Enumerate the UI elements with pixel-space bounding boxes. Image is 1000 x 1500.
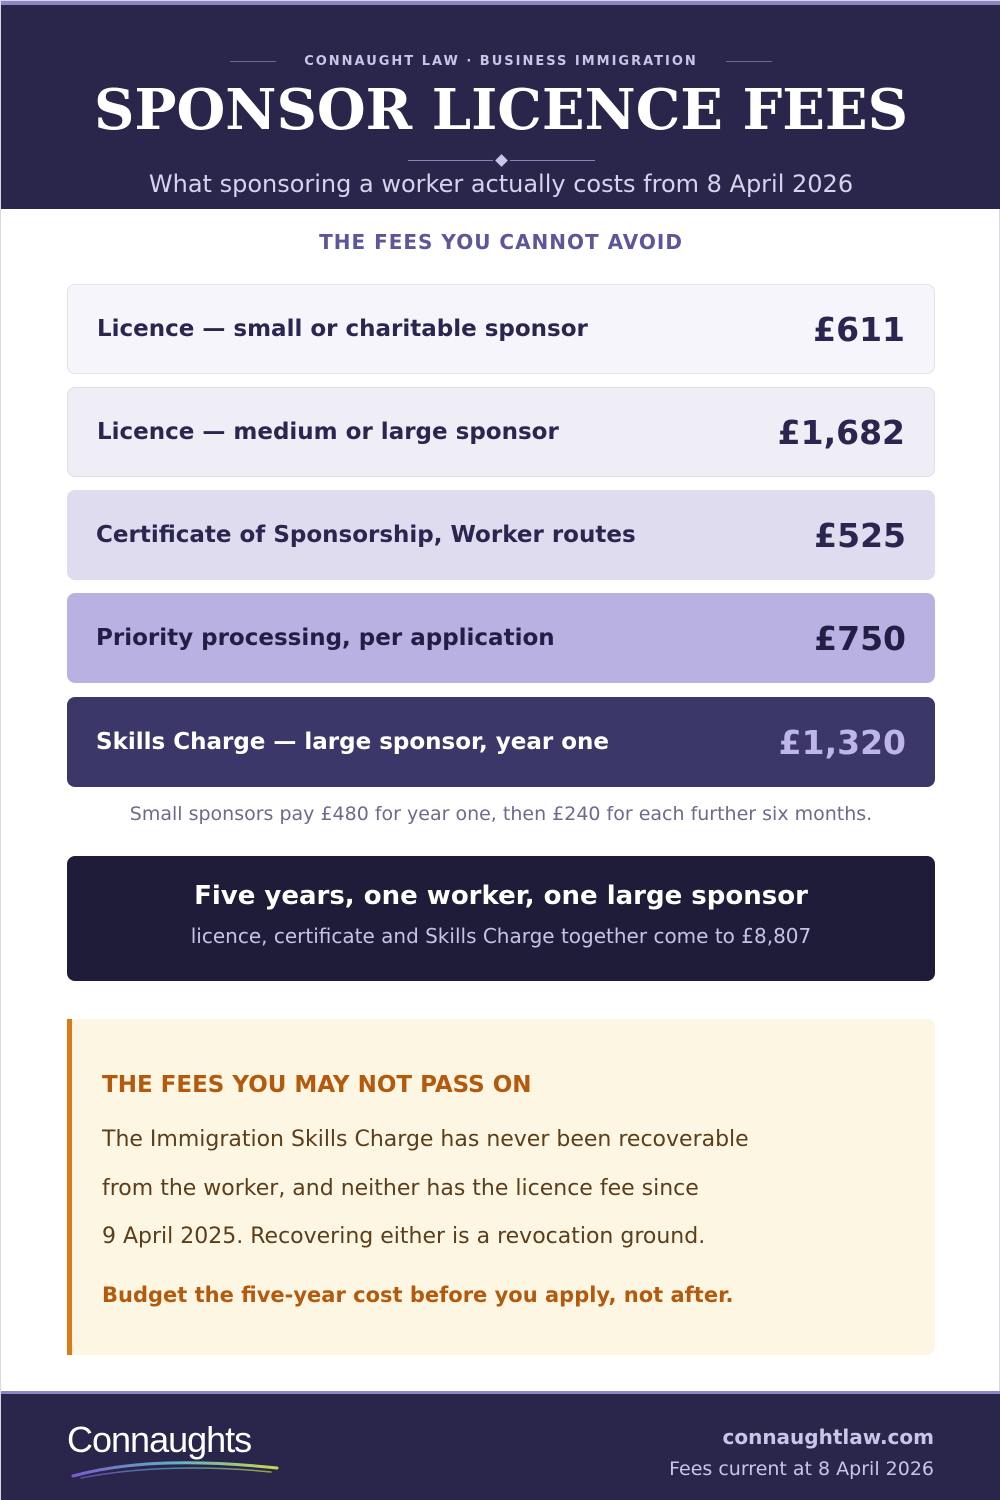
fee-row-certificate [67, 490, 935, 580]
warning-text-line: The Immigration Skills Charge has never been recoverable [102, 1127, 749, 1152]
fee-label: Skills Charge — large sponsor, year one [96, 729, 609, 755]
fee-amount: £1,320 [778, 722, 906, 762]
header-banner [1, 1, 1000, 209]
fee-row-skills-charge [67, 697, 935, 787]
fee-label: Certificate of Sponsorship, Worker routes [96, 522, 636, 548]
kicker-row [1, 49, 1000, 73]
logo-swoosh-icon [71, 1458, 281, 1480]
warning-text-line: 9 April 2025. Recovering either is a revocation ground. [102, 1224, 706, 1249]
logo-wordmark: Connaughts [67, 1419, 252, 1460]
fee-label: Licence — medium or large sponsor [97, 419, 559, 445]
small-sponsor-note: Small sponsors pay £480 for year one, then £240 for each further six months. [129, 803, 873, 825]
kicker-text: CONNAUGHT LAW · BUSINESS IMMIGRATION [304, 53, 698, 69]
divider-line-left [408, 160, 493, 161]
divider-line-right [510, 160, 595, 161]
section-heading-fees: THE FEES YOU CANNOT AVOID [319, 230, 683, 254]
fee-row-small-licence [67, 284, 935, 374]
fee-amount: £525 [814, 515, 906, 555]
kicker-divider-right [726, 61, 772, 62]
summary-title: Five years, one worker, one large sponsor [194, 881, 808, 911]
summary-subtitle: licence, certificate and Skills Charge together come to £8,807 [190, 924, 812, 948]
kicker-divider-left [230, 61, 276, 62]
fee-amount: £611 [813, 309, 905, 349]
website-link[interactable]: connaughtlaw.com [722, 1425, 934, 1449]
fees-date-note: Fees current at 8 April 2026 [669, 1458, 934, 1480]
five-year-summary [67, 856, 935, 981]
fee-row-priority [67, 593, 935, 683]
fee-amount: £750 [814, 618, 906, 658]
page-title: SPONSOR LICENCE FEES [93, 77, 909, 143]
fee-label: Priority processing, per application [96, 625, 555, 651]
page-subtitle: What sponsoring a worker actually costs from 8 April 2026 [148, 170, 854, 198]
warning-title: THE FEES YOU MAY NOT PASS ON [102, 1072, 532, 1098]
warning-emphasis: Budget the five-year cost before you apply, not after. [102, 1283, 734, 1307]
warning-callout [67, 1019, 935, 1355]
warning-text-line: from the worker, and neither has the licence fee since [102, 1176, 699, 1201]
fee-amount: £1,682 [777, 412, 905, 452]
connaughts-logo [67, 1418, 287, 1488]
fee-row-large-licence [67, 387, 935, 477]
diamond-icon [495, 154, 508, 167]
title-divider [1, 153, 1000, 167]
footer [1, 1391, 1000, 1500]
fee-label: Licence — small or charitable sponsor [97, 316, 588, 342]
